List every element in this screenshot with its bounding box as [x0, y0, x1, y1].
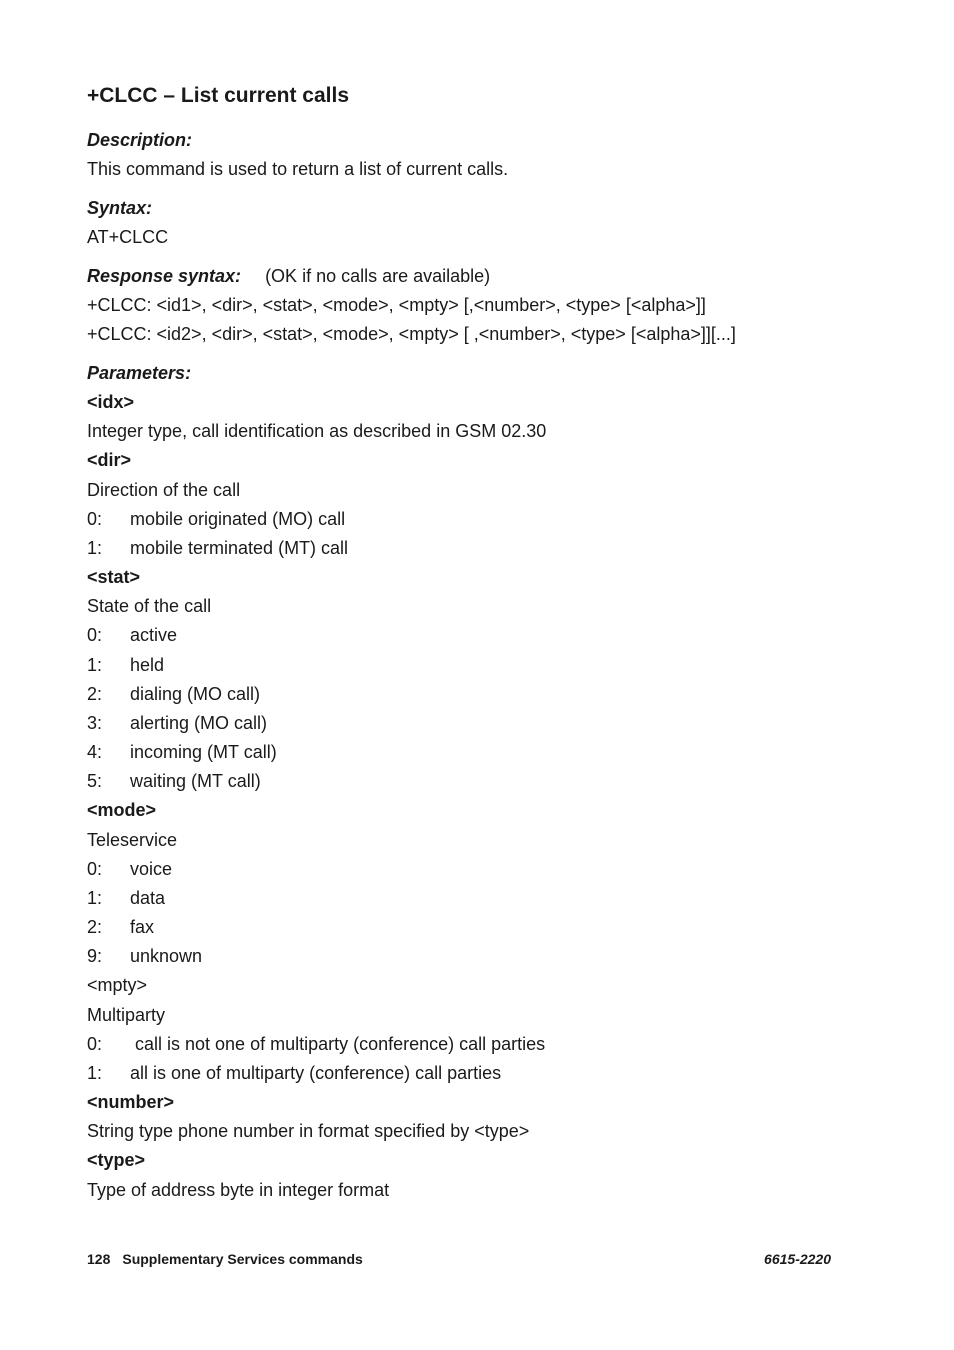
param-dir-desc: Direction of the call	[87, 480, 241, 500]
response-syntax-note: (OK if no calls are available)	[265, 266, 491, 286]
param-idx-desc: Integer type, call identification as described in GSM 02.30	[87, 421, 547, 441]
param-mode-item: 9: unknown	[87, 946, 203, 966]
param-mpty-name: <mpty>	[87, 975, 148, 995]
syntax-text: AT+CLCC	[87, 227, 169, 247]
param-dir-item: 1: mobile terminated (MT) call	[87, 538, 349, 558]
param-mode-item: 2: fax	[87, 917, 155, 937]
response-line-2: +CLCC: <id2>, <dir>, <stat>, <mode>, <mpty> [ ,<number>, <type> [<alpha>]][...]	[87, 324, 736, 344]
document-id: 6615-2220	[764, 1251, 831, 1267]
syntax-label: Syntax:	[87, 198, 153, 218]
parameters-label: Parameters:	[87, 363, 192, 383]
param-mode-item: 1: data	[87, 888, 166, 908]
param-mpty-desc: Multiparty	[87, 1005, 166, 1025]
param-stat-item: 2: dialing (MO call)	[87, 684, 261, 704]
param-mpty-item: 1: all is one of multiparty (conference) call parties	[87, 1063, 502, 1083]
param-dir-name: <dir>	[87, 450, 132, 470]
response-syntax-row	[87, 265, 490, 287]
response-syntax-label: Response syntax:	[87, 266, 242, 286]
param-stat-item: 0: active	[87, 625, 178, 645]
footer-left	[87, 1251, 363, 1267]
param-stat-name: <stat>	[87, 567, 141, 587]
response-line-1: +CLCC: <id1>, <dir>, <stat>, <mode>, <mpty> [,<number>, <type> [<alpha>]]	[87, 295, 706, 315]
param-stat-desc: State of the call	[87, 596, 212, 616]
description-label: Description:	[87, 130, 193, 150]
param-number-name: <number>	[87, 1092, 175, 1112]
page-number: 128	[87, 1251, 111, 1267]
param-mode-item: 0: voice	[87, 859, 173, 879]
section-name: Supplementary Services commands	[122, 1251, 363, 1267]
param-dir-item: 0: mobile originated (MO) call	[87, 509, 346, 529]
param-mpty-item: 0: call is not one of multiparty (conference) call parties	[87, 1034, 546, 1054]
param-stat-item: 5: waiting (MT call)	[87, 771, 261, 791]
description-text: This command is used to return a list of current calls.	[87, 159, 509, 179]
param-number-desc: String type phone number in format specified by <type>	[87, 1121, 530, 1141]
param-mode-desc: Teleservice	[87, 830, 178, 850]
param-type-name: <type>	[87, 1150, 146, 1170]
param-mode-name: <mode>	[87, 800, 157, 820]
param-idx-name: <idx>	[87, 392, 135, 412]
param-stat-item: 1: held	[87, 655, 165, 675]
param-stat-item: 4: incoming (MT call)	[87, 742, 277, 762]
page-title: +CLCC – List current calls	[87, 84, 349, 107]
param-type-desc: Type of address byte in integer format	[87, 1180, 390, 1200]
param-stat-item: 3: alerting (MO call)	[87, 713, 268, 733]
